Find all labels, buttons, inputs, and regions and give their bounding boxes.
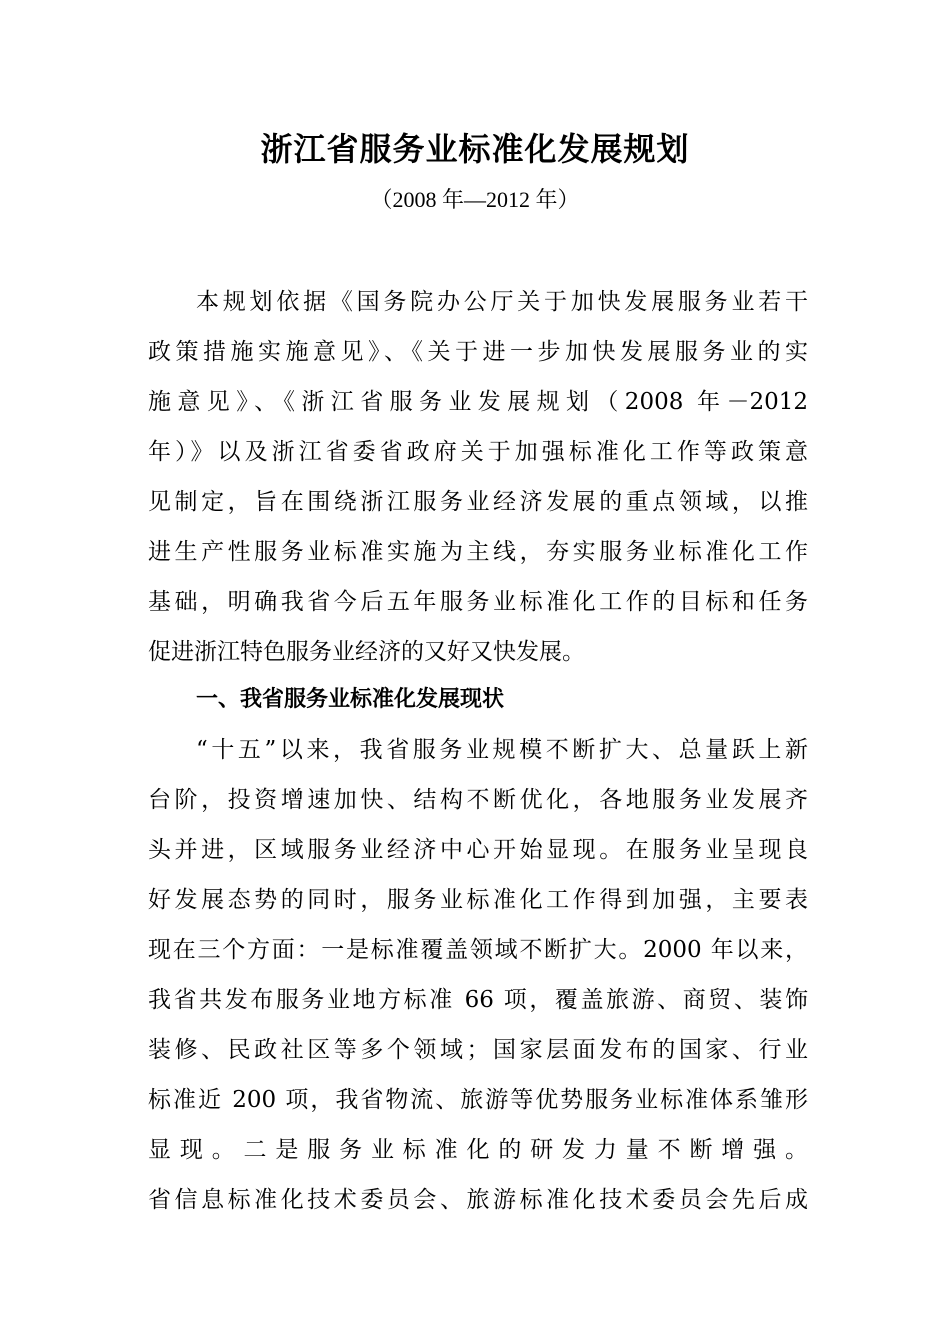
document-title: 浙江省服务业标准化发展规划 — [260, 130, 690, 168]
document-subtitle: （2008 年—2012 年） — [370, 187, 580, 212]
paragraph-line: 装修、民政社区等多个领域；国家层面发布的国家、行业 — [148, 1037, 808, 1063]
paragraph-line: 我省共发布服务业地方标准 66 项，覆盖旅游、商贸、装饰 — [148, 987, 808, 1013]
section-heading: 一、我省服务业标准化发展现状 — [196, 687, 505, 712]
paragraph-line: 头并进，区域服务业经济中心开始显现。在服务业呈现良 — [148, 837, 808, 863]
paragraph-line: 现在三个方面：一是标准覆盖领域不断扩大。2000 年以来， — [148, 937, 808, 963]
paragraph-line: 基础，明确我省今后五年服务业标准化工作的目标和任务 — [148, 589, 808, 615]
paragraph-line: 省信息标准化技术委员会、旅游标准化技术委员会先后成 — [148, 1187, 808, 1213]
paragraph-line: 台阶，投资增速加快、结构不断优化，各地服务业发展齐 — [148, 787, 808, 813]
paragraph-line: 政策措施实施意见》、《关于进一步加快发展服务业的实 — [148, 339, 808, 365]
paragraph-line: 施意见》、《浙江省服务业发展规划（2008 年－2012 — [148, 389, 808, 415]
paragraph-line: 本规划依据《国务院办公厅关于加快发展服务业若干 — [196, 289, 808, 315]
paragraph-line: 显现。二是服务业标准化的研发力量不断增强。 — [148, 1137, 808, 1163]
paragraph-line: 促进浙江特色服务业经济的又好又快发展。 — [148, 639, 585, 665]
paragraph-line: 年）》以及浙江省委省政府关于加强标准化工作等政策意 — [148, 439, 808, 465]
paragraph-line: 进生产性服务业标准实施为主线，夯实服务业标准化工作 — [148, 539, 808, 565]
paragraph-line: 见制定，旨在围绕浙江服务业经济发展的重点领域，以推 — [148, 489, 808, 515]
paragraph-line: 标准近 200 项，我省物流、旅游等优势服务业标准体系雏形 — [148, 1087, 808, 1113]
paragraph-line: 好发展态势的同时，服务业标准化工作得到加强，主要表 — [148, 887, 808, 913]
paragraph-line: “十五”以来，我省服务业规模不断扩大、总量跃上新 — [196, 737, 808, 763]
